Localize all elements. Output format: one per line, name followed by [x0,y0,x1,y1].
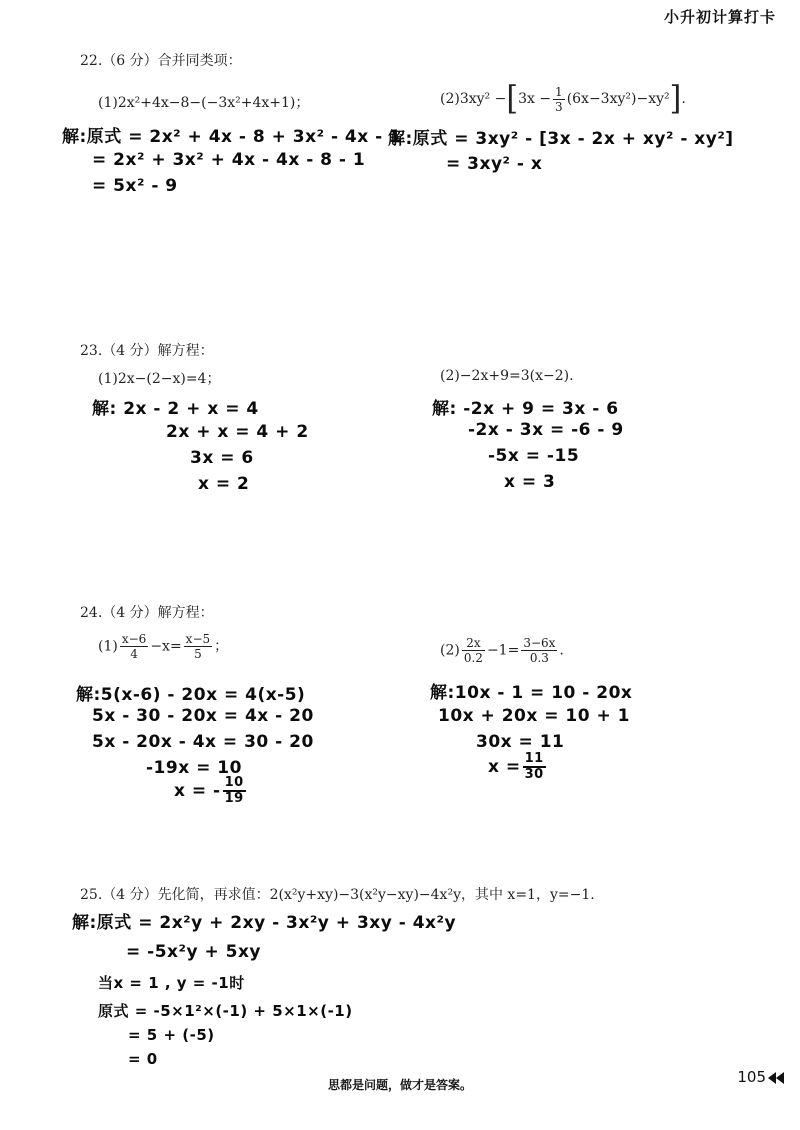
q24-part2-line-3: 30x = 11 [476,732,565,752]
q23-part2-line-1: 解: -2x + 9 = 3x - 6 [432,399,619,419]
q24-part2-line-2: 10x + 20x = 10 + 1 [438,706,630,726]
q23-part1-problem: (1)2x−(2−x)=4； [98,371,221,387]
q23-part2-line-4: x = 3 [504,472,556,492]
q24-part1-line-3: 5x - 20x - 4x = 30 - 20 [92,732,314,752]
question-22-title: 22.（6 分）合并同类项： [80,53,242,69]
question-25-title: 25.（4 分）先化简，再求值：2(x²y+xy)−3(x²y−xy)−4x²y，其中 x=1，y=−1. [80,887,595,903]
page-header-title: 小升初计算打卡 [663,8,776,26]
q24-part1-line-5: x = - $\frac{10}{19}$ [174,775,244,806]
q22-part1-line-1: 解:原式 = 2x² + 4x - 8 + 3x² - 4x - 1 [62,127,402,147]
q25-line-5: = 5 + (-5) [128,1026,215,1044]
q22-part2-line-1: 解:原式 = 3xy² - [3x - 2x + xy² - xy²] [388,129,734,149]
q24-part1-problem: (1) $\frac{x-6}{4}$ −x= $\frac{x-5}{5}$ ； [98,632,229,661]
q24-part1-line-1: 解:5(x-6) - 20x = 4(x-5) [76,685,306,705]
q23-part2-line-3: -5x = -15 [488,446,580,466]
q25-line-1: 解:原式 = 2x²y + 2xy - 3x²y + 3xy - 4x²y [72,913,457,933]
double-left-arrow-icon [766,1071,786,1085]
question-24-title: 24.（4 分）解方程： [80,605,214,621]
q22-part2-line-2: = 3xy² - x [446,154,543,174]
q23-part2-problem: (2)−2x+9=3(x−2). [440,368,574,384]
question-23-title: 23.（4 分）解方程： [80,343,214,359]
q23-part1-line-3: 3x = 6 [190,448,254,468]
q23-part2-line-2: -2x - 3x = -6 - 9 [468,420,624,440]
page-number: 105 [737,1068,766,1086]
q25-line-2: = -5x²y + 5xy [126,942,261,962]
q24-part2-problem: (2) $\frac{2x}{0.2}$ −1= $\frac{3-6x}{0.3}$ . [440,636,564,665]
footer-motto: 思都是问题，做才是答案。 [327,1078,472,1092]
q25-line-4: 原式 = -5×1²×(-1) + 5×1×(-1) [98,1002,353,1020]
q24-part1-line-2: 5x - 30 - 20x = 4x - 20 [92,706,314,726]
q23-part1-line-4: x = 2 [198,474,250,494]
q22-part2-problem: (2)3xy² −[3x − $\frac{1}{3}$ (6x−3xy²)−xy²]. [440,79,686,118]
q22-part1-line-2: = 2x² + 3x² + 4x - 4x - 8 - 1 [92,150,366,170]
q24-part2-line-4: x = $\frac{11}{30}$ [488,751,544,782]
q25-line-6: = 0 [128,1050,158,1068]
q22-part1-line-3: = 5x² - 9 [92,176,178,196]
q23-part1-line-1: 解: 2x - 2 + x = 4 [92,399,259,419]
q22-part1-problem: (1)2x²+4x−8−(−3x²+4x+1)； [98,95,310,111]
q24-part1-line-4: -19x = 10 [146,758,242,778]
q24-part2-line-1: 解:10x - 1 = 10 - 20x [430,683,633,703]
q25-line-3: 当x = 1 , y = -1时 [98,974,245,992]
q23-part1-line-2: 2x + x = 4 + 2 [166,422,309,442]
